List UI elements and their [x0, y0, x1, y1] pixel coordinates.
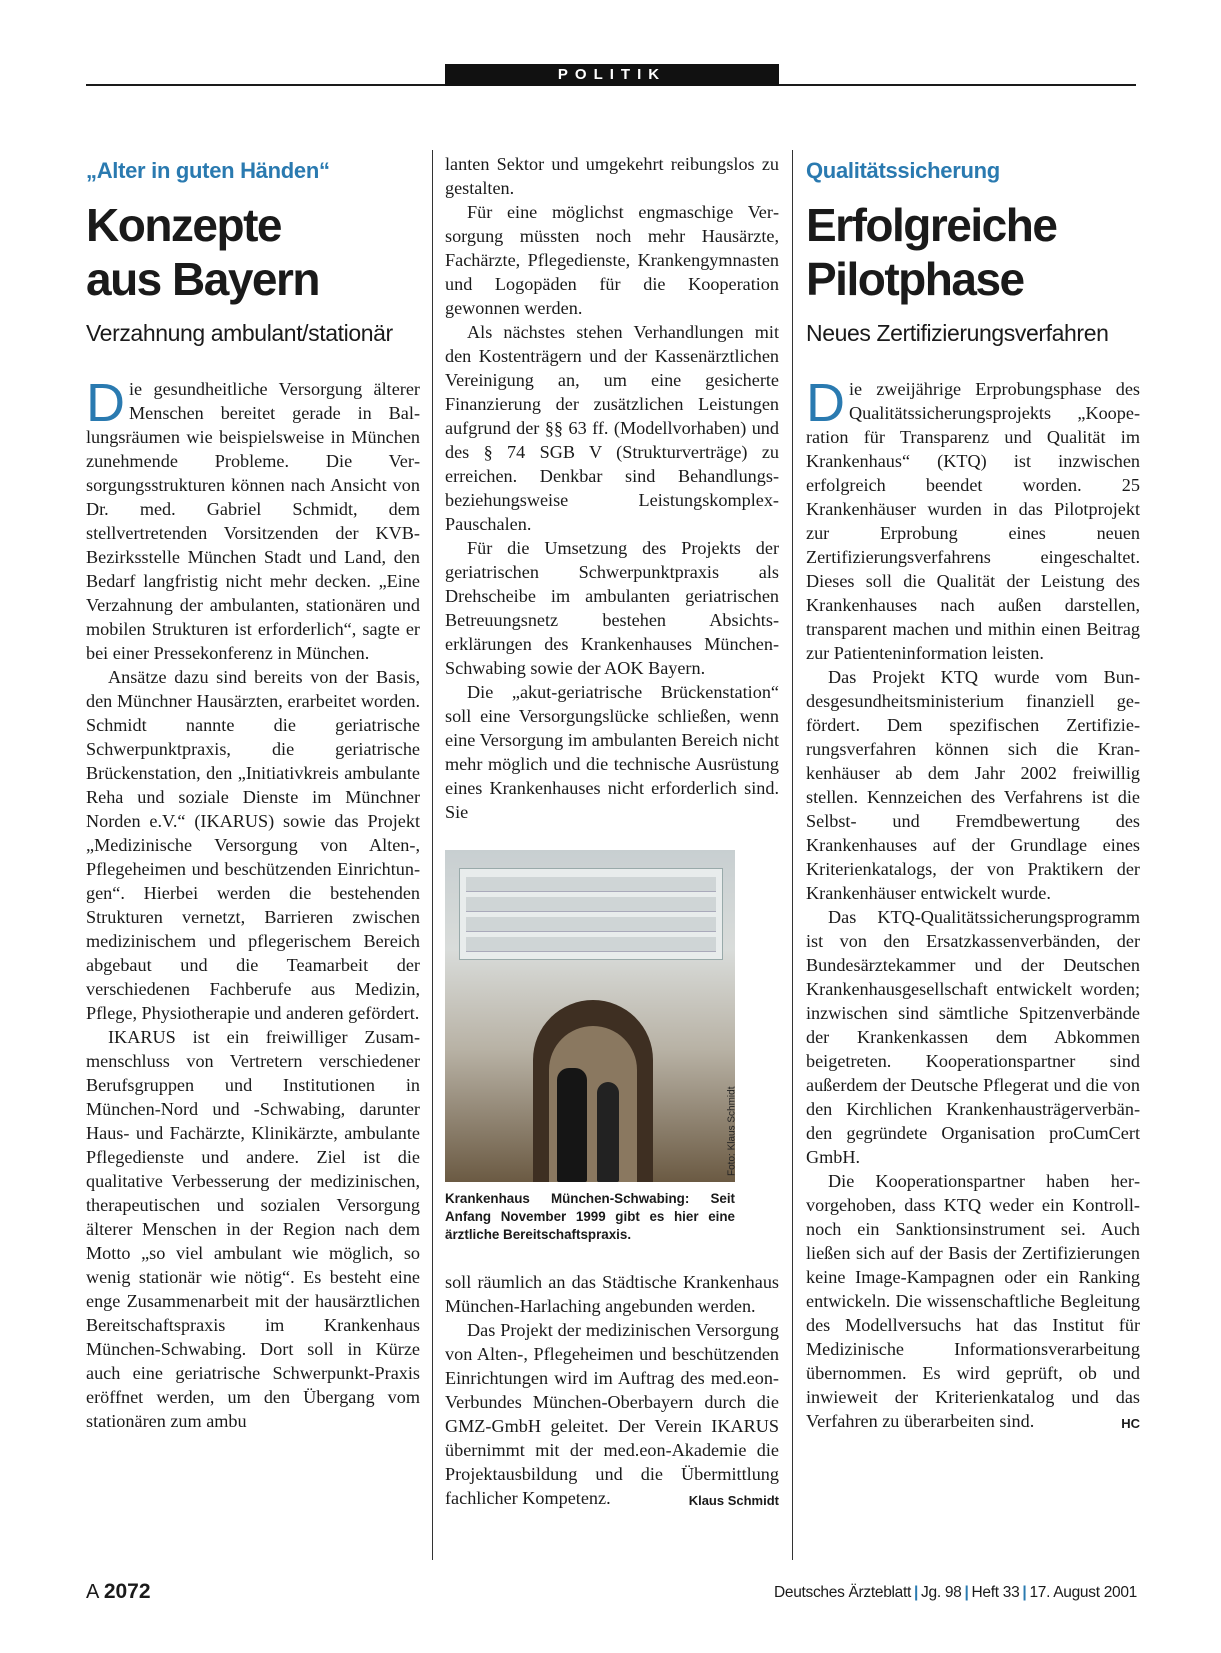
journal-date: 17. August 2001: [1029, 1584, 1137, 1601]
article-kicker: Qualitätssicherung: [806, 158, 1000, 183]
column-divider: [792, 150, 793, 1560]
headline-line-1: Erfolgreiche: [806, 199, 1057, 251]
paragraph: [806, 373, 1140, 665]
photo-caption: Krankenhaus München-Schwabing: Seit Anfang November 1999 gibt es hier eine ärztliche Bereitschaftspraxis.: [445, 1191, 735, 1242]
person-silhouette: [557, 1068, 587, 1182]
article-headline: [86, 198, 420, 306]
paragraph-text: ie zweijährige Erprobungsphase des Qualitätssicherungsprojekts „Kooperation für Transparenz und Qualität im Krankenhaus“ (KTQ) ist inzwischen erfolgreich beendet worden. 25 Krankenhäuser wurden in das Pilotprojekt zur Erprobung eines neuen Zertifizierungsverfahrens eingeschaltet. Dieses soll die Qualität der Leistung des Krankenhauses nach außen darstellen, transparent machen und mithin einen Beitrag zur Patienteninformation leisten.: [806, 379, 1140, 663]
hospital-photo: [445, 850, 735, 1182]
paragraph: IKARUS ist ein freiwilliger Zusammenschluss von Vertretern verschiedener Berufsgruppen und Institutionen in München-Nord und -Schwabing, darunter Haus- und Fachärzte, Klinikärzte, ambulante Pflegedienste und andere. Ziel ist die qualitative Verbesserung der medizinischen, therapeutischen und sozialen Versorgung älterer Menschen in der Region nach dem Motto „so viel ambulant wie möglich, so wenig stationär wie nötig“. Es besteht eine enge Zusammenarbeit mit der hausärztlichen Bereitschaftspraxis im Krankenhaus München-Schwabing. Dort soll in Kürze auch eine geriatrische Schwerpunkt-Praxis eröffnet werden, um den Übergang vom stationären zum ambu: [86, 1027, 420, 1431]
paragraph: Für die Umsetzung des Projekts der geriatrischen Schwerpunktpraxis als Drehscheibe im ambulanten geriatrischen Betreuungsnetz bestehen Absichtserklärungen des Krankenhauses München-Schwabing sowie der AOK Bayern.: [445, 538, 779, 678]
article-headline: [806, 198, 1140, 306]
page-number: [86, 1580, 151, 1604]
article-kicker: „Alter in guten Händen“: [86, 158, 330, 183]
photo-credit: Foto: Klaus Schmidt: [726, 1086, 737, 1176]
journal-issue: Heft 33: [971, 1584, 1020, 1601]
article-body: [806, 373, 1140, 1433]
paragraph: [445, 1318, 779, 1510]
signboard: [459, 868, 723, 960]
paragraph: [806, 1169, 1140, 1433]
paragraph: Die „akut-geriatrische Brückenstation“ soll eine Versorgungslücke schließen, wenn eine Versorgung im ambulanten Bereich nicht mehr möglich und die technische Ausrüstung eines Krankenhauses nicht erforderlich sind. Sie: [445, 682, 779, 822]
article-subhead: Neues Zertifizierungsverfahren: [806, 320, 1109, 346]
paragraph-text: Die Kooperationspartner haben hervorgehoben, dass KTQ weder ein Kontroll- noch ein Sanktionsinstrument sei. Auch ließen sich auf der Basis der Zertifizierungen keine Image-Kampagnen oder ein Ranking entwickeln. Die wissenschaftliche Begleitung des Modellversuchs hat das Institut für Medizinische Informationsverarbeitung übernommen. Es wird geprüft, ob und inwieweit der Kriterienkatalog und das Verfahren zu überarbeiten sind.: [806, 1171, 1140, 1431]
drop-cap: D: [86, 373, 125, 433]
paragraph-text: Das Projekt der medizinischen Versorgung von Alten-, Pflegeheimen und beschützenden Einrichtungen wird im Auftrag des med.eon-Verbundes München-Oberbayern durch die GMZ-GmbH geleitet. Der Verein IKARUS übernimmt mit der med.eon-Akademie die Projektausbildung und die Übermittlung fachlicher Kompetenz.: [445, 1320, 779, 1508]
paragraph: Das Projekt KTQ wurde vom Bundesgesundheitsministerium finanziell gefördert. Dem spezifischen Zertifizierungsverfahren können sich die Krankenhäuser ab dem Jahr 2002 freiwillig stellen. Kennzeichen des Verfahrens ist die Selbst- und Fremdbewertung des Krankenhauses auf der Grundlage eines Kriterienkatalogs, der von Praktikern der Krankenhäuser entwickelt wurde.: [806, 667, 1140, 903]
paragraph: Für eine möglichst engmaschige Versorgung müssten noch mehr Hausärzte, Fachärzte, Pflegedienste, Krankengymnasten und Logopäden für die Kooperation gewonnen werden.: [445, 202, 779, 318]
article-body-continued: [445, 152, 779, 824]
article-body-continued: [445, 1270, 779, 1510]
article-konzepte-column-2: [445, 152, 779, 1513]
author-signature: Klaus Schmidt: [688, 1493, 779, 1508]
journal-footer: Deutsches Ärzteblatt | Jg. 98 | Heft 33 | 17. August 2001: [773, 1584, 1137, 1601]
journal-name: Deutsches Ärzteblatt: [773, 1584, 911, 1601]
article-konzepte-column-1: [86, 152, 420, 1433]
paragraph: Das KTQ-Qualitätssicherungsprogramm ist von den Ersatzkassenverbänden, der Bundesärztekammer und der Deutschen Krankenhausgesellschaft entwickelt worden; inzwischen sind sämtliche Spitzenverbände der Krankenkassen dem Abkommen beigetreten. Kooperationspartner sind außerdem der Deutsche Pflegerat und die von den Kirchlichen Krankenhausträgerverbänden gegründete Organisation proCumCert GmbH.: [806, 907, 1140, 1167]
paragraph: Ansätze dazu sind bereits von der Basis, den Münchner Hausärzten, erarbeitet worden. Schmidt nannte die geriatrische Schwerpunktpraxis, die geriatrische Brückenstation, den „Initiativkreis ambulante Reha und soziale Dienste im Münchner Norden e.V.“ (IKARUS) sowie das Projekt „Medizinische Versorgung von Alten-, Pflegeheimen und beschützenden Einrichtungen“. Hierbei werden die bestehenden Strukturen vernetzt, Barrieren zwischen medizinischem und pflegerischem Bereich abgebaut und die Teamarbeit der verschiedenen Fachberufe aus Medizin, Pflege, Physiotherapie und anderen gefördert.: [86, 667, 420, 1023]
headline-line-2: aus Bayern: [86, 253, 320, 305]
drop-cap: D: [806, 373, 845, 433]
person-silhouette: [597, 1082, 619, 1182]
column-divider: [432, 150, 433, 1560]
journal-volume: Jg. 98: [921, 1584, 962, 1601]
paragraph: lanten Sektor und umgekehrt reibungslos zu gestalten.: [445, 154, 779, 198]
article-body: [86, 373, 420, 1433]
paragraph: soll räumlich an das Städtische Krankenhaus München-Harlaching angebunden werden.: [445, 1272, 779, 1316]
headline-line-1: Konzepte: [86, 199, 281, 251]
article-subhead: Verzahnung ambulant/stationär: [86, 320, 393, 346]
author-signature: HC: [1121, 1416, 1140, 1431]
article-pilotphase: [806, 152, 1140, 1436]
page-number-value: 2072: [103, 1580, 151, 1603]
section-label: POLITIK: [445, 64, 779, 86]
paragraph: [86, 373, 420, 665]
page-prefix: A: [86, 1581, 99, 1603]
headline-line-2: Pilotphase: [806, 253, 1024, 305]
paragraph-text: ie gesundheitliche Versorgung älterer Menschen bereitet gerade in Ballungsräumen wie beispielsweise in München zunehmende Probleme. Die Versorgungsstrukturen können nach Ansicht von Dr. med. Gabriel Schmidt, dem stellvertretenden Vorsitzenden der KVB-Bezirksstelle München Stadt und Land, den Bedarf langfristig nicht mehr decken. „Eine Verzahnung der ambulanten, stationären und mobilen Strukturen ist erforderlich“, sagte er bei einer Pressekonferenz in München.: [86, 379, 420, 663]
paragraph: Als nächstes stehen Verhandlungen mit den Kostenträgern und der Kassenärztlichen Vereinigung an, um eine gesicherte Finanzierung der zusätzlichen Leistungen aufgrund der §§ 63 ff. (Modellvorhaben) und des § 74 SGB V (Strukturverträge) zu erreichen. Denkbar sind Behandlungs- beziehungsweise Leistungskomplex-Pauschalen.: [445, 322, 779, 534]
